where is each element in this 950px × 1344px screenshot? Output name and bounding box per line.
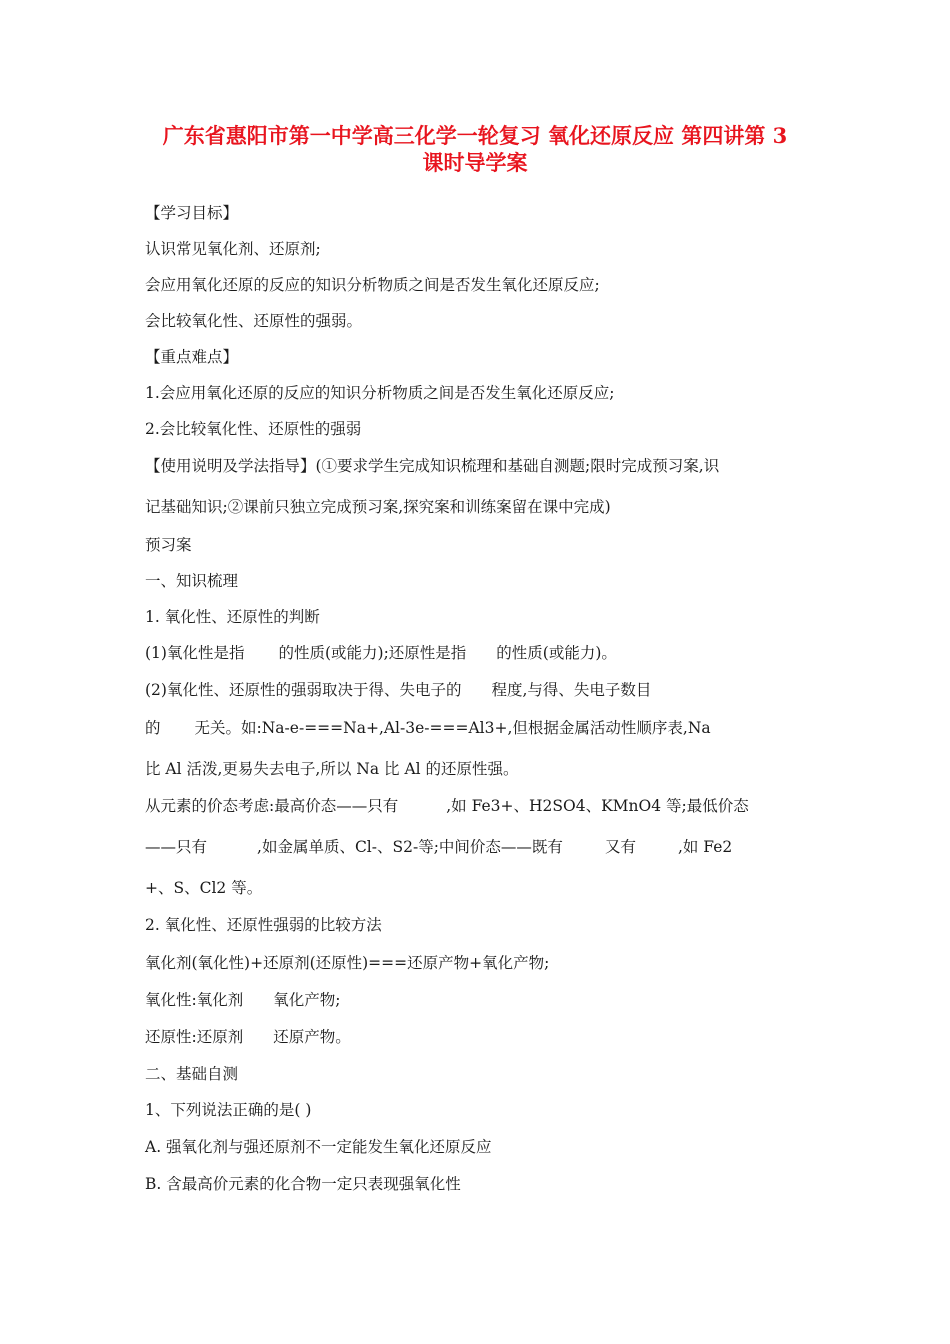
section-heading-preview: 预习案 xyxy=(145,536,192,554)
fill-blank-line xyxy=(145,837,813,857)
text-segment: 氧化性:氧化剂 xyxy=(145,991,244,1009)
fill-blank-line xyxy=(145,718,813,738)
text-segment: 的性质(或能力);还原性是指 xyxy=(278,644,467,662)
section-heading-objectives: 【学习目标】 xyxy=(145,204,239,222)
fill-blank-line xyxy=(145,680,813,700)
option-b: B. 含最高价元素的化合物一定只表现强氧化性 xyxy=(145,1175,461,1193)
paragraph: 会应用氧化还原的反应的知识分析物质之间是否发生氧化还原反应; xyxy=(145,276,600,294)
page-title xyxy=(120,122,830,176)
title-line-1: 广东省惠阳市第一中学高三化学一轮复习 氧化还原反应 第四讲第 3 xyxy=(162,123,788,148)
text-segment: 氧化产物; xyxy=(273,991,341,1009)
text-segment: (1)氧化性是指 xyxy=(145,644,245,662)
section-heading-selftest: 二、基础自测 xyxy=(145,1065,239,1083)
section-heading-knowledge: 一、知识梳理 xyxy=(145,572,239,590)
paragraph: +、S、Cl2 等。 xyxy=(145,879,263,897)
text-segment: (2)氧化性、还原性的强弱取决于得、失电子的 xyxy=(145,681,462,699)
fill-blank-line xyxy=(145,643,813,663)
paragraph: 1.会应用氧化还原的反应的知识分析物质之间是否发生氧化还原反应; xyxy=(145,384,615,402)
sub-heading: 1. 氧化性、还原性的判断 xyxy=(145,608,320,626)
paragraph: 认识常见氧化剂、还原剂; xyxy=(145,240,321,258)
fill-blank-line xyxy=(145,796,813,816)
text-segment: 的性质(或能力)。 xyxy=(496,644,617,662)
text-segment: ,如金属单质、Cl-、S2-等;中间价态——既有 xyxy=(257,838,563,856)
option-a: A. 强氧化剂与强还原剂不一定能发生氧化还原反应 xyxy=(145,1138,492,1156)
text-segment: ——只有 xyxy=(145,838,208,856)
text-segment: 无关。如:Na-e-===Na+,Al-3e-===Al3+,但根据金属活动性顺序表,Na xyxy=(194,719,711,737)
fill-blank-line xyxy=(145,990,813,1010)
paragraph: 会比较氧化性、还原性的强弱。 xyxy=(145,312,363,330)
paragraph: 记基础知识;②课前只独立完成预习案,探究案和训练案留在课中完成) xyxy=(145,498,611,516)
question-stem: 1、下列说法正确的是( ) xyxy=(145,1101,312,1119)
paragraph: 2.会比较氧化性、还原性的强弱 xyxy=(145,420,362,438)
title-line-2: 课时导学案 xyxy=(422,150,528,175)
text-segment: 的 xyxy=(145,719,161,737)
text-segment: 又有 xyxy=(604,838,636,856)
section-heading-instructions: 【使用说明及学法指导】(①要求学生完成知识梳理和基础自测题;限时完成预习案,识 xyxy=(145,457,720,475)
text-segment: 从元素的价态考虑:最高价态——只有 xyxy=(145,797,399,815)
text-segment: ,如 Fe2 xyxy=(677,838,733,856)
section-heading-keypoints: 【重点难点】 xyxy=(145,348,239,366)
fill-blank-line xyxy=(145,1027,813,1047)
text-segment: 还原产物。 xyxy=(273,1028,351,1046)
sub-heading: 2. 氧化性、还原性强弱的比较方法 xyxy=(145,916,382,934)
text-segment: 还原性:还原剂 xyxy=(145,1028,244,1046)
paragraph: 氧化剂(氧化性)+还原剂(还原性)===还原产物+氧化产物; xyxy=(145,954,550,972)
paragraph: 比 Al 活泼,更易失去电子,所以 Na 比 Al 的还原性强。 xyxy=(145,760,519,778)
text-segment: 程度,与得、失电子数目 xyxy=(491,681,652,699)
text-segment: ,如 Fe3+、H2SO4、KMnO4 等;最低价态 xyxy=(446,797,749,815)
